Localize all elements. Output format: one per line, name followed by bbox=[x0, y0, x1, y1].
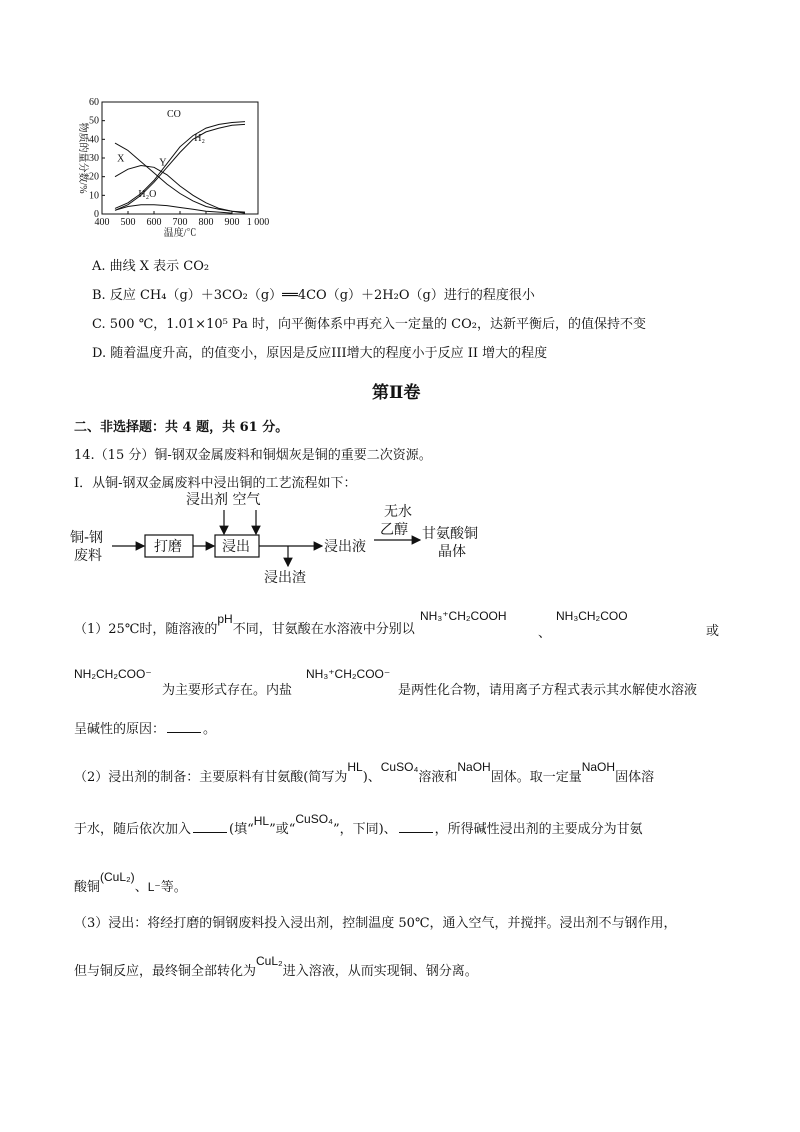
flow-step-grind-label: 打磨 bbox=[154, 539, 182, 555]
x-tick-label: 800 bbox=[198, 217, 214, 228]
y-tick-label: 60 bbox=[89, 97, 99, 108]
flow-input-label-2: 废料 bbox=[74, 548, 102, 564]
answer-blank[interactable] bbox=[193, 821, 227, 833]
y-tick-label: 20 bbox=[89, 171, 99, 183]
x-tick-label: 700 bbox=[172, 217, 188, 228]
q14-p2-line2: 于水，随后依次加入 (填“HL”或“CuSO₄”，下同)、 ，所得碱性浸出剂的主要成分为甘氨 bbox=[74, 812, 643, 837]
section-heading: 二、非选择题：共 4 题，共 61 分。 bbox=[74, 420, 289, 435]
x-tick-label: 600 bbox=[146, 217, 162, 228]
flow-arrow-label-2: 乙醇 bbox=[380, 522, 408, 538]
flow-input-label: 铜-钢 bbox=[70, 530, 104, 546]
or-text: 或 bbox=[706, 624, 720, 639]
process-flow-diagram bbox=[66, 488, 526, 588]
flow-product-label-2: 晶体 bbox=[438, 544, 466, 560]
flow-step-leach-label: 浸出 bbox=[222, 539, 250, 555]
q14-p2-line3: 酸铜(CuL₂)、L⁻等。 bbox=[74, 870, 187, 895]
y-tick-label: 50 bbox=[89, 115, 99, 127]
series-label: X bbox=[117, 153, 125, 165]
q14-intro: 14.（15 分）铜-钢双金属废料和铜烟灰是铜的重要二次资源。 bbox=[74, 448, 432, 463]
q14-p1-line3: 呈碱性的原因： 。 bbox=[74, 722, 217, 737]
flow-product-label: 甘氨酸铜 bbox=[422, 526, 478, 542]
chem-species-4: NH₃⁺CH₂COO⁻ bbox=[306, 667, 391, 681]
series-label: CO bbox=[167, 108, 181, 120]
section-title: 第Ⅱ卷 bbox=[372, 383, 421, 403]
q14-p1-line1: （1）25℃时，随溶液的pH不同，甘氨酸在水溶液中分别以 bbox=[74, 612, 415, 637]
chem-species-3: NH₂CH₂COO⁻ bbox=[74, 667, 152, 681]
option-c: C. 500 ℃，1.01×10⁵ Pa 时，向平衡体系中再充入一定量的 CO₂，达新平衡后，的值保持不变 bbox=[92, 317, 646, 332]
q14-p1-line2-a: 为主要形式存在。内盐 bbox=[162, 683, 293, 698]
flow-reagents-label: 浸出剂 空气 bbox=[186, 492, 261, 508]
x-tick-label: 400 bbox=[94, 217, 110, 228]
q14-part1: Ⅰ．从铜-钢双金属废料中浸出铜的工艺流程如下： bbox=[74, 476, 357, 491]
option-a: A. 曲线 X 表示 CO₂ bbox=[92, 259, 210, 274]
separator: 、 bbox=[538, 626, 552, 641]
y-tick-label: 30 bbox=[89, 153, 99, 164]
y-tick-label: 10 bbox=[89, 190, 99, 202]
series-label: Y bbox=[159, 157, 167, 169]
y-tick-label: 0 bbox=[94, 209, 99, 220]
y-tick-label: 40 bbox=[89, 134, 99, 146]
answer-blank[interactable] bbox=[167, 721, 201, 733]
option-b: B. 反应 CH₄（g）＋3CO₂（g）══4CO（g）＋2H₂O（g）进行的程度很小 bbox=[92, 288, 535, 303]
q14-p3-line2: 但与铜反应，最终铜全部转化为CuL₂进入溶液，从而实现铜、钢分离。 bbox=[74, 954, 478, 979]
mole-fraction-chart bbox=[60, 90, 280, 240]
flow-residue-label: 浸出渣 bbox=[264, 570, 306, 586]
answer-blank[interactable] bbox=[399, 821, 433, 833]
series-label: H₂O bbox=[138, 189, 157, 201]
chem-species-1: NH₃⁺CH₂COOH bbox=[420, 609, 507, 623]
x-tick-label: 900 bbox=[224, 217, 240, 228]
q14-p2-line1: （2）浸出剂的制备：主要原料有甘氨酸(简写为HL)、CuSO₄溶液和NaOH固体。取一定量NaOH固体溶 bbox=[74, 760, 655, 785]
option-d: D. 随着温度升高，的值变小，原因是反应III增大的程度小于反应 II 增大的程度 bbox=[92, 346, 548, 361]
flow-arrow-label-1: 无水 bbox=[384, 504, 412, 520]
series-line-CO bbox=[115, 122, 245, 209]
q14-p1-line2-b: 是两性化合物，请用离子方程式表示其水解使水溶液 bbox=[398, 683, 698, 698]
x-tick-label: 500 bbox=[120, 217, 136, 228]
x-tick-label: 1 000 bbox=[246, 217, 270, 228]
flow-liquid-label: 浸出液 bbox=[324, 539, 366, 555]
chem-species-2: NH₃CH₂COO bbox=[556, 609, 628, 623]
x-axis-label: 温度/℃ bbox=[163, 228, 197, 239]
series-line-X bbox=[115, 143, 245, 212]
y-axis-label: 物质的量分数/% bbox=[77, 122, 88, 194]
q14-p3-line1: （3）浸出：将经打磨的铜钢废料投入浸出剂，控制温度 50℃，通入空气，并搅拌。浸出剂不与钢作用， bbox=[74, 916, 677, 931]
series-label: H₂ bbox=[194, 133, 206, 145]
